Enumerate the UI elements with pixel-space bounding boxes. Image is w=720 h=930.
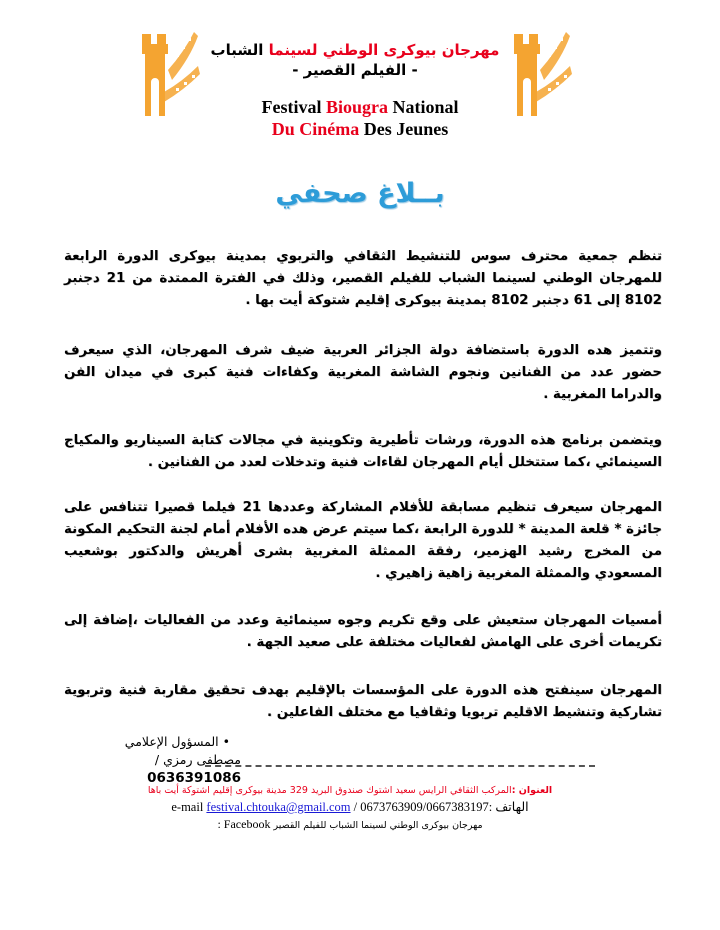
address-text: المركب الثقافي الرايس سعيد اشتوك صندوق البريد 329 مدينة بيوكرى إقليم اشتوكة أيت باها <box>147 785 512 796</box>
title-fr-line2 <box>200 118 520 140</box>
media-officer-name: مصطفى رمزي / <box>154 752 241 767</box>
title-fr-des-jeunes: Des Jeunes <box>359 119 449 139</box>
address-label: العنوان : <box>511 785 553 796</box>
separator: / <box>353 800 358 814</box>
footer-address <box>100 783 600 798</box>
paragraph-intro: تنظم جمعية محترف سوس للتنشيط الثقافي والتربوي بمدينة بيوكرى الدورة الرابعة للمهرجان الوطني لسينما الشباب للفيلم القصير، وذلك في الفترة الممتدة من 21 دجنبر 8102 إلى 61 دجنبر 8102 بمدينة بيوكرى إقليم شتوكة أيت بها . <box>64 249 662 308</box>
title-fr-biougra: Biougra <box>325 97 388 117</box>
festival-title-fr <box>200 96 520 140</box>
festival-title-ar <box>200 40 510 80</box>
media-officer-role-text: المسؤول الإعلامي <box>124 734 219 749</box>
title-fr-line1 <box>200 96 520 118</box>
title-fr-du-cinema: Du Cinéma <box>271 119 360 139</box>
phone-numbers: 0673763909/0667383197: <box>360 800 493 814</box>
paragraph-institutions: المهرجان سينفتح هذه الدورة على المؤسسات بالإقليم بهدف تحقيق مقاربة فنية وتربوية تشاركية وتنشيط الاقليم تربويا وثقافيا مع مختلف الفاعلين . <box>64 683 662 720</box>
title-ar-part1: مهرجان بيوكرى الوطني <box>317 41 500 59</box>
title-ar-highlight: لسينما <box>268 41 318 59</box>
festival-logo-icon <box>512 30 572 116</box>
festival-title-ar-line1 <box>200 40 510 60</box>
footer-facebook <box>100 817 600 833</box>
media-officer-contact <box>66 751 241 787</box>
paragraph-competition: المهرجان سيعرف تنظيم مسابقة للأفلام المشاركة وعددها 21 فيلما قصيرا تتنافس على جائزة * قلعة المدينة * للدورة الرابعة ،كما سيتم عرض هده الأفلام أمام لجنة التحكيم المكونة من المخرج رشيد الهزمير، رفقة الممثلة المغربية بشرى أهريش والدكتور بوشعيب المسعودي والممثلة المغربية زاهية زاهيري . <box>64 500 662 581</box>
paragraph-tributes: أمسيات المهرجان ستعيش على وقع تكريم وجوه سينمائية وعدد من الفعاليات ،إضافة إلى تكريمات أخرى على الهامش لفعاليات مختلفة على صعيد الجهة . <box>64 613 662 650</box>
media-officer-phone: 0636391086 <box>147 770 241 786</box>
paragraph-guest-country: وتتميز هده الدورة باستضافة دولة الجزائر العربية ضيف شرف المهرجان، الذي سيعرف حضور عدد من الفنانين ونجوم الشاشة المغربية وكفاءات فنية كبرى في ميدان الفن والدراما المغربية . <box>64 343 662 402</box>
press-release-title: بــلاغ صحفي <box>275 178 445 209</box>
facebook-label: Facebook : <box>217 817 271 831</box>
paragraph-workshops: ويتضمن برنامج هذه الدورة، ورشات تأطيرية وتكوينية في مجالات كتابة السيناريو والمكياج السينمائي ،كما ستتخلل أيام المهرجان لقاءات فنية وتدخلات لعدد من الفنانين . <box>64 433 662 470</box>
festival-subtitle-ar: - الفيلم القصير - <box>292 61 418 79</box>
media-officer-role <box>70 733 230 751</box>
festival-logo-icon <box>140 30 200 116</box>
facebook-page-name: مهرجان بيوكرى الوطني لسينما الشباب للفيلم القصير <box>273 820 483 831</box>
bullet-icon: • <box>222 734 230 749</box>
title-fr-national: National <box>388 97 459 117</box>
title-fr-festival: Festival <box>261 97 326 117</box>
email-label: e-mail <box>171 800 204 814</box>
phone-label: الهاتف <box>495 800 529 814</box>
footer-contact <box>100 800 600 815</box>
title-ar-part2: الشباب <box>210 41 269 59</box>
email-link[interactable]: festival.chtouka@gmail.com <box>206 800 351 814</box>
footer-divider <box>205 765 595 767</box>
